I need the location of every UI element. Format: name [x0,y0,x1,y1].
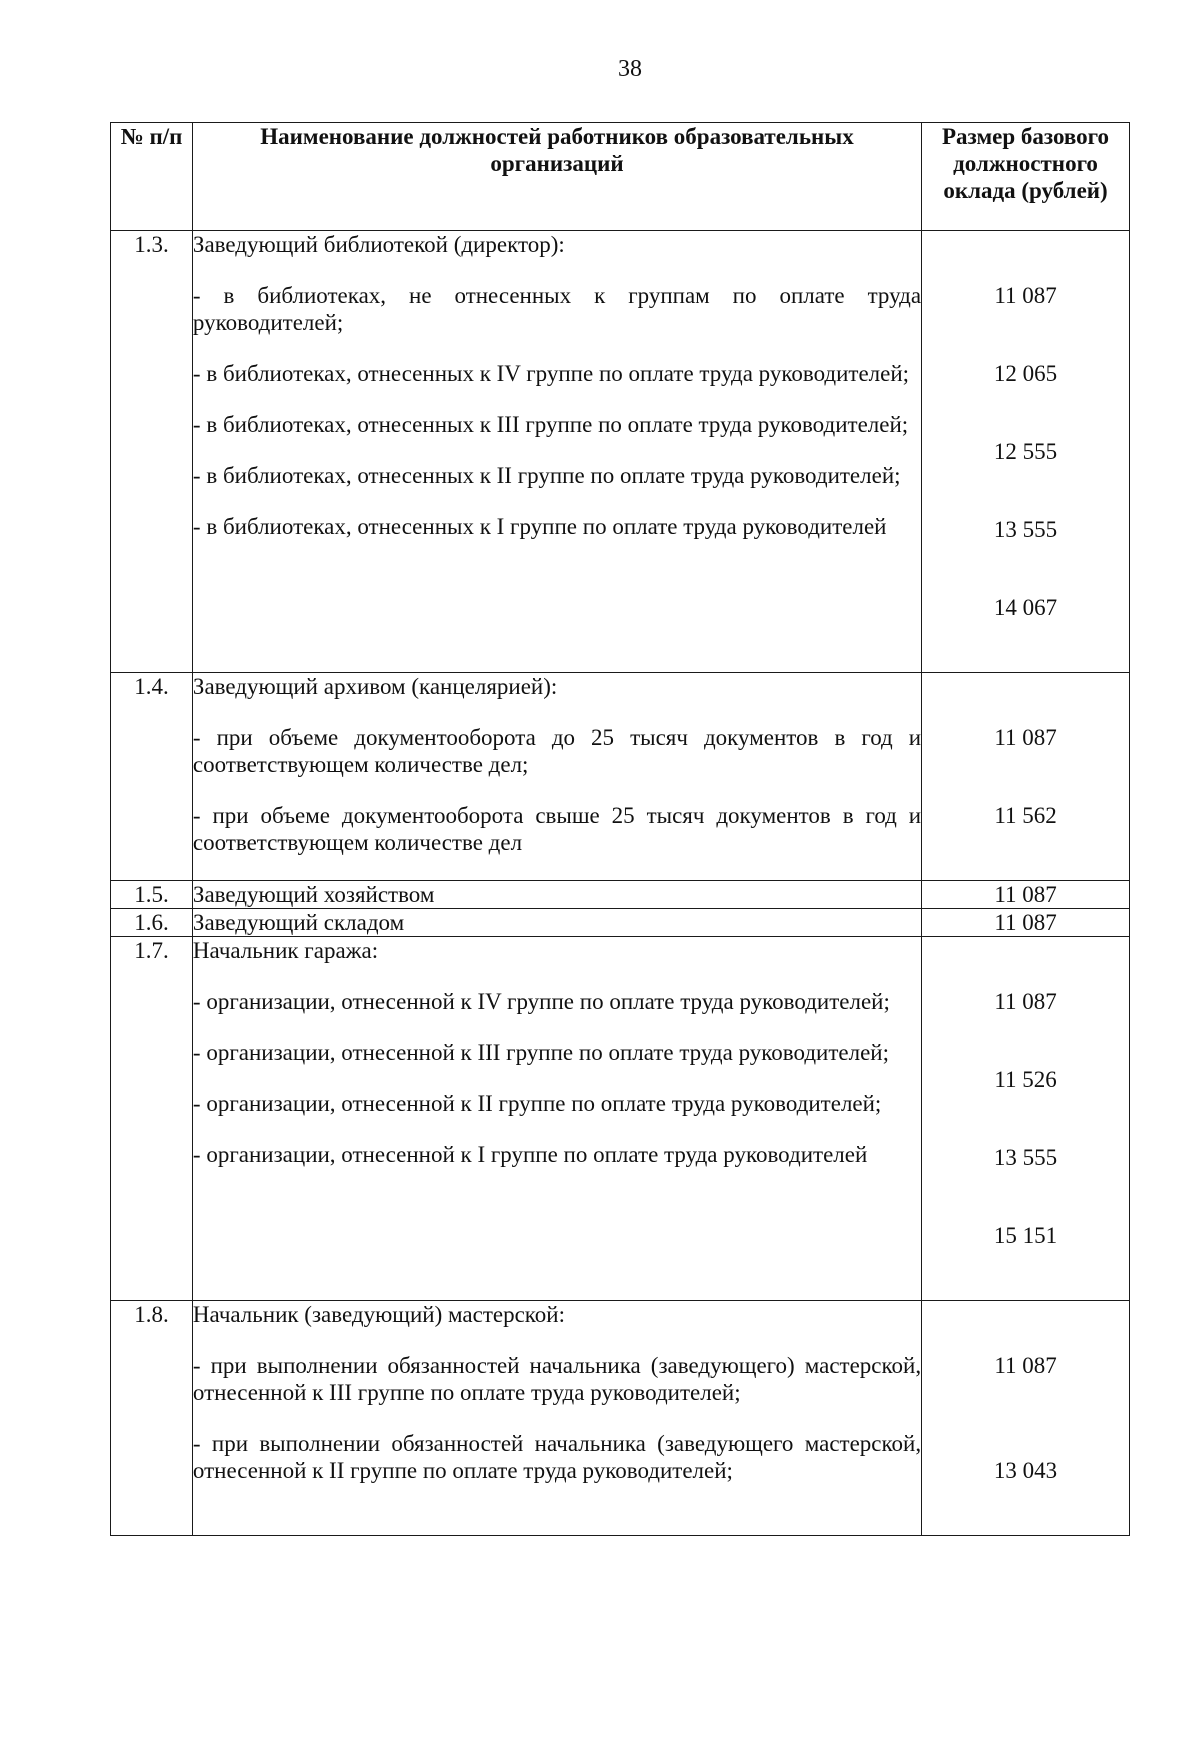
table-row [111,1301,1130,1536]
row-item-value: 13 043 [993,1458,1058,1483]
row-value-cell [922,937,1130,1301]
row-value: 11 087 [922,909,1130,937]
header-value: Размер базового должностного оклада (рублей) [922,123,1130,231]
table-header-row [111,123,1130,231]
row-item-value: 11 087 [994,989,1057,1014]
table-row [111,937,1130,1301]
row-item-value: 12 555 [993,439,1058,464]
row-title: Заведующий архивом (канцелярией): [192,674,558,699]
row-item-text: - при выполнении обязанностей начальника (заведующего) мастерской, отнесенной к III группе по оплате труда руководителей; [192,1353,922,1405]
row-value-cell [922,231,1130,673]
row-item-text: - при выполнении обязанностей начальника (заведующего мастерской, отнесенной к II группе по оплате труда руководителей; [192,1431,922,1483]
page-number: 38 [618,56,642,82]
row-item-text: - при объеме документооборота до 25 тысяч документов в год и соответствующем количестве дел; [192,725,922,777]
row-item-text: - организации, отнесенной к IV группе по оплате труда руководителей; [192,989,890,1014]
row-item-value: 15 151 [993,1223,1058,1248]
row-item-value: 11 562 [994,803,1057,828]
row-name-cell [192,937,921,1301]
row-title: Заведующий хозяйством [192,881,921,909]
table-row [111,909,1130,937]
row-name-cell [192,1301,921,1536]
row-num: 1.3. [111,231,193,673]
salary-table [110,122,1130,1536]
row-num: 1.8. [111,1301,193,1536]
row-item-text: - в библиотеках, не отнесенных к группам по оплате труда руководителей; [192,283,922,335]
row-item-value: 11 526 [994,1067,1057,1092]
row-item-value: 13 555 [993,1145,1058,1170]
row-name-cell [192,673,921,881]
row-item-value: 11 087 [994,1353,1057,1378]
row-name-cell [192,231,921,673]
row-item-text: - организации, отнесенной к III группе по оплате труда руководителей; [192,1040,889,1065]
row-item-value: 11 087 [994,725,1057,750]
header-num: № п/п [111,123,193,231]
row-item-value: 11 087 [994,283,1057,308]
row-item-text: - организации, отнесенной к I группе по оплате труда руководителей [192,1142,868,1167]
row-item-text: - в библиотеках, отнесенных к III группе по оплате труда руководителей; [192,412,909,437]
row-value-cell [922,673,1130,881]
row-item-value: 13 555 [993,517,1058,542]
row-num: 1.5. [111,881,193,909]
row-num: 1.6. [111,909,193,937]
row-item-value: 14 067 [993,595,1058,620]
row-title: Начальник (заведующий) мастерской: [192,1302,565,1327]
row-item-text: - в библиотеках, отнесенных к IV группе по оплате труда руководителей; [192,361,910,386]
row-value-cell [922,1301,1130,1536]
table-row [111,881,1130,909]
row-item-text: - организации, отнесенной к II группе по оплате труда руководителей; [192,1091,882,1116]
row-value: 11 087 [922,881,1130,909]
row-item-text: - при объеме документооборота свыше 25 тысяч документов в год и соответствующем количестве дел [192,803,922,855]
row-num: 1.4. [111,673,193,881]
row-title: Заведующий библиотекой (директор): [192,232,565,257]
header-name: Наименование должностей работников образовательных организаций [192,123,921,231]
row-num: 1.7. [111,937,193,1301]
row-item-text: - в библиотеках, отнесенных к II группе по оплате труда руководителей; [192,463,901,488]
table-row [111,231,1130,673]
row-item-text: - в библиотеках, отнесенных к I группе по оплате труда руководителей [192,514,887,539]
row-title: Начальник гаража: [192,938,379,963]
row-title: Заведующий складом [192,909,921,937]
table-row [111,673,1130,881]
row-item-value: 12 065 [993,361,1058,386]
